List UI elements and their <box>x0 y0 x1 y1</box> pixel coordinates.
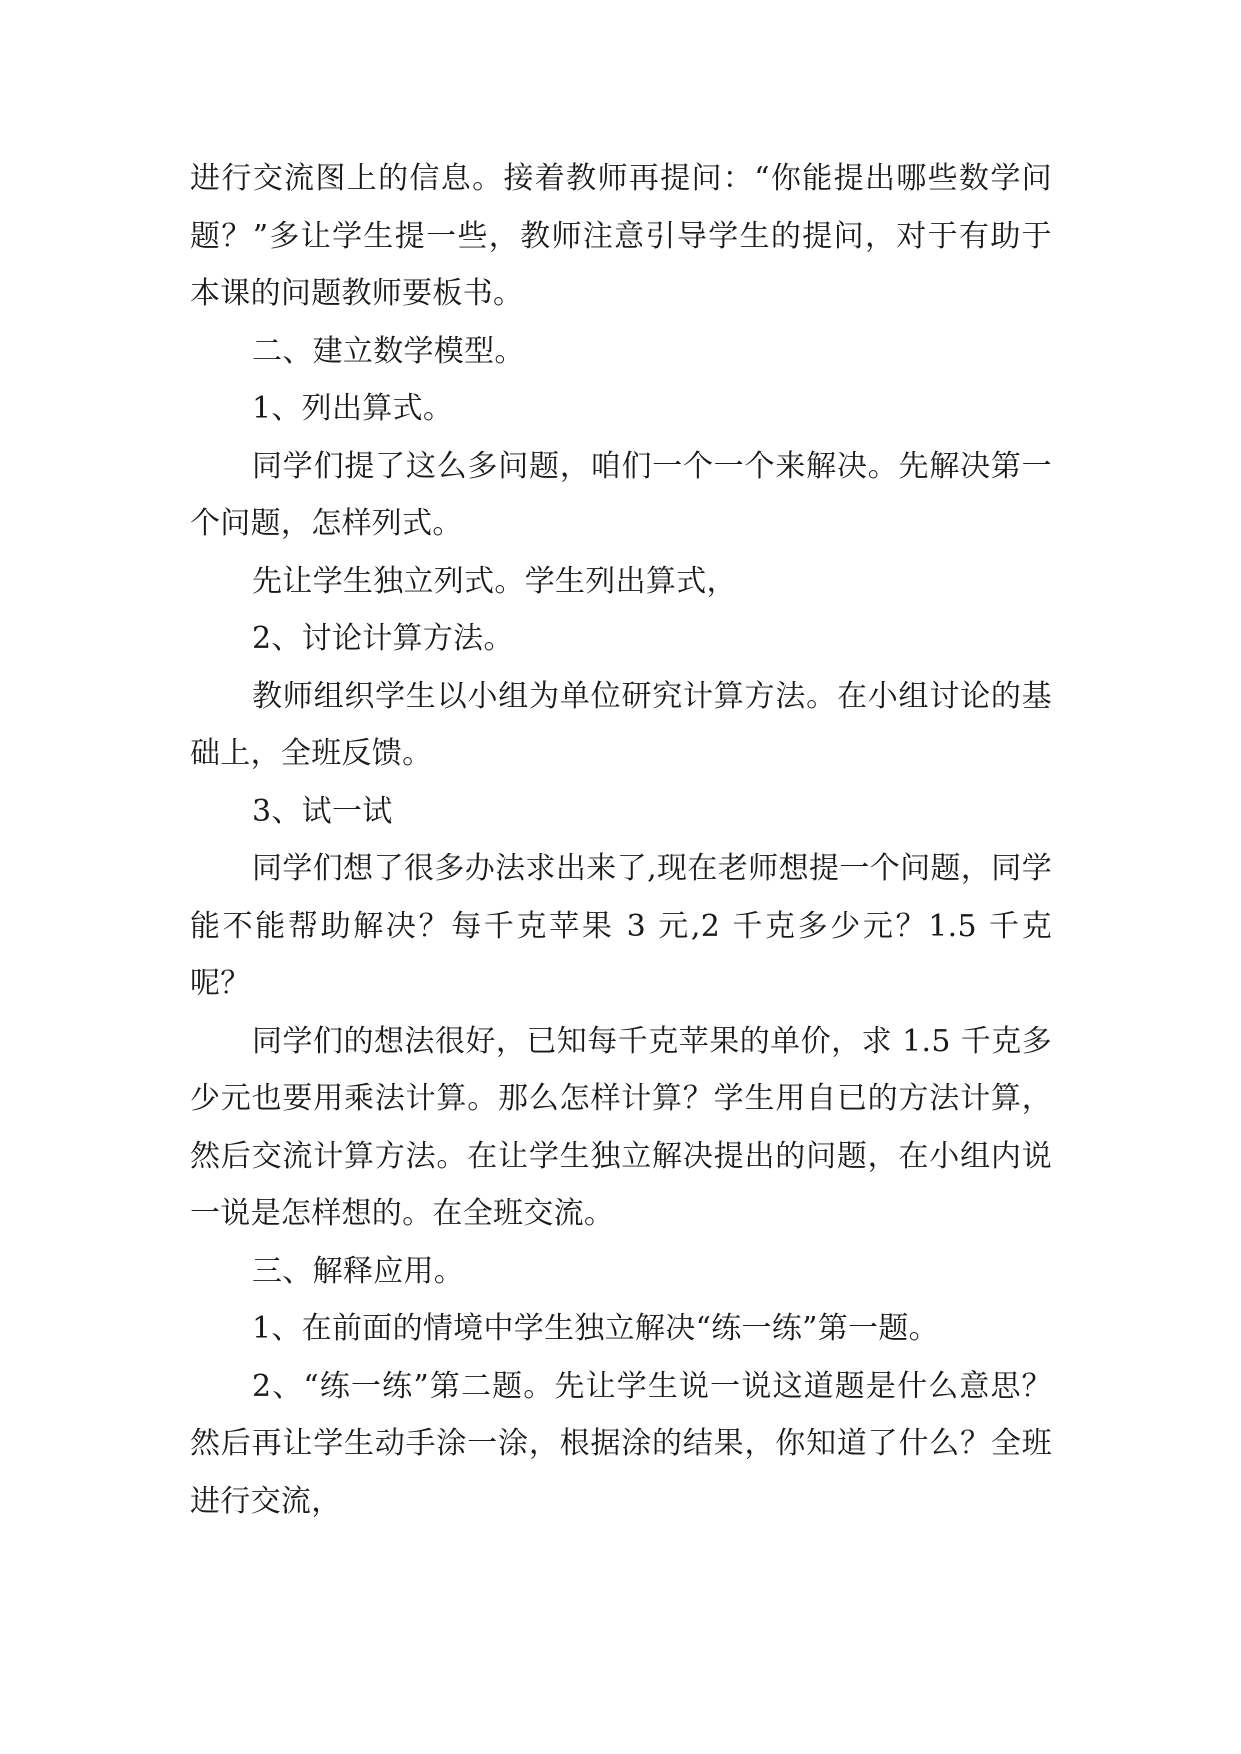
document-body <box>190 150 1052 1530</box>
paragraph: 2、“练一练”第二题。先让学生说一说这道题是什么意思？然后再让学生动手涂一涂，根据涂的结果，你知道了什么？全班进行交流， <box>190 1368 1052 1519</box>
section-heading-2: 二、建立数学模型。 <box>252 333 525 369</box>
section-heading-3: 三、解释应用。 <box>252 1253 465 1289</box>
paragraph-continuation: 进行交流图上的信息。接着教师再提问：“你能提出哪些数学问题？”多让学生提一些，教师注意引导学生的提问，对于有助于本课的问题教师要板书。 <box>190 161 1052 311</box>
step-heading-3: 3、试一试 <box>252 793 393 829</box>
step-heading-2: 2、讨论计算方法。 <box>252 621 514 656</box>
paragraph: 同学们提了这么多问题，咱们一个一个来解决。先解决第一个问题，怎样列式。 <box>190 448 1052 541</box>
paragraph: 1、在前面的情境中学生独立解决“练一练”第一题。 <box>252 1311 939 1346</box>
step-heading-1: 1、列出算式。 <box>252 391 454 426</box>
paragraph: 教师组织学生以小组为单位研究计算方法。在小组讨论的基础上，全班反馈。 <box>190 678 1052 771</box>
paragraph: 同学们的想法很好，已知每千克苹果的单价，求 1.5 千克多少元也要用乘法计算。那么怎样计算？学生用自已的方法计算，然后交流计算方法。在让学生独立解决提出的问题，在小组内说一说是怎样想的。在全班交流。 <box>190 1023 1052 1231</box>
paragraph: 先让学生独立列式。学生列出算式， <box>252 563 737 599</box>
paragraph: 同学们想了很多办法求出来了,现在老师想提一个问题，同学能不能帮助解决？每千克苹果 3 元,2 千克多少元？1.5 千克呢？ <box>190 851 1052 1001</box>
